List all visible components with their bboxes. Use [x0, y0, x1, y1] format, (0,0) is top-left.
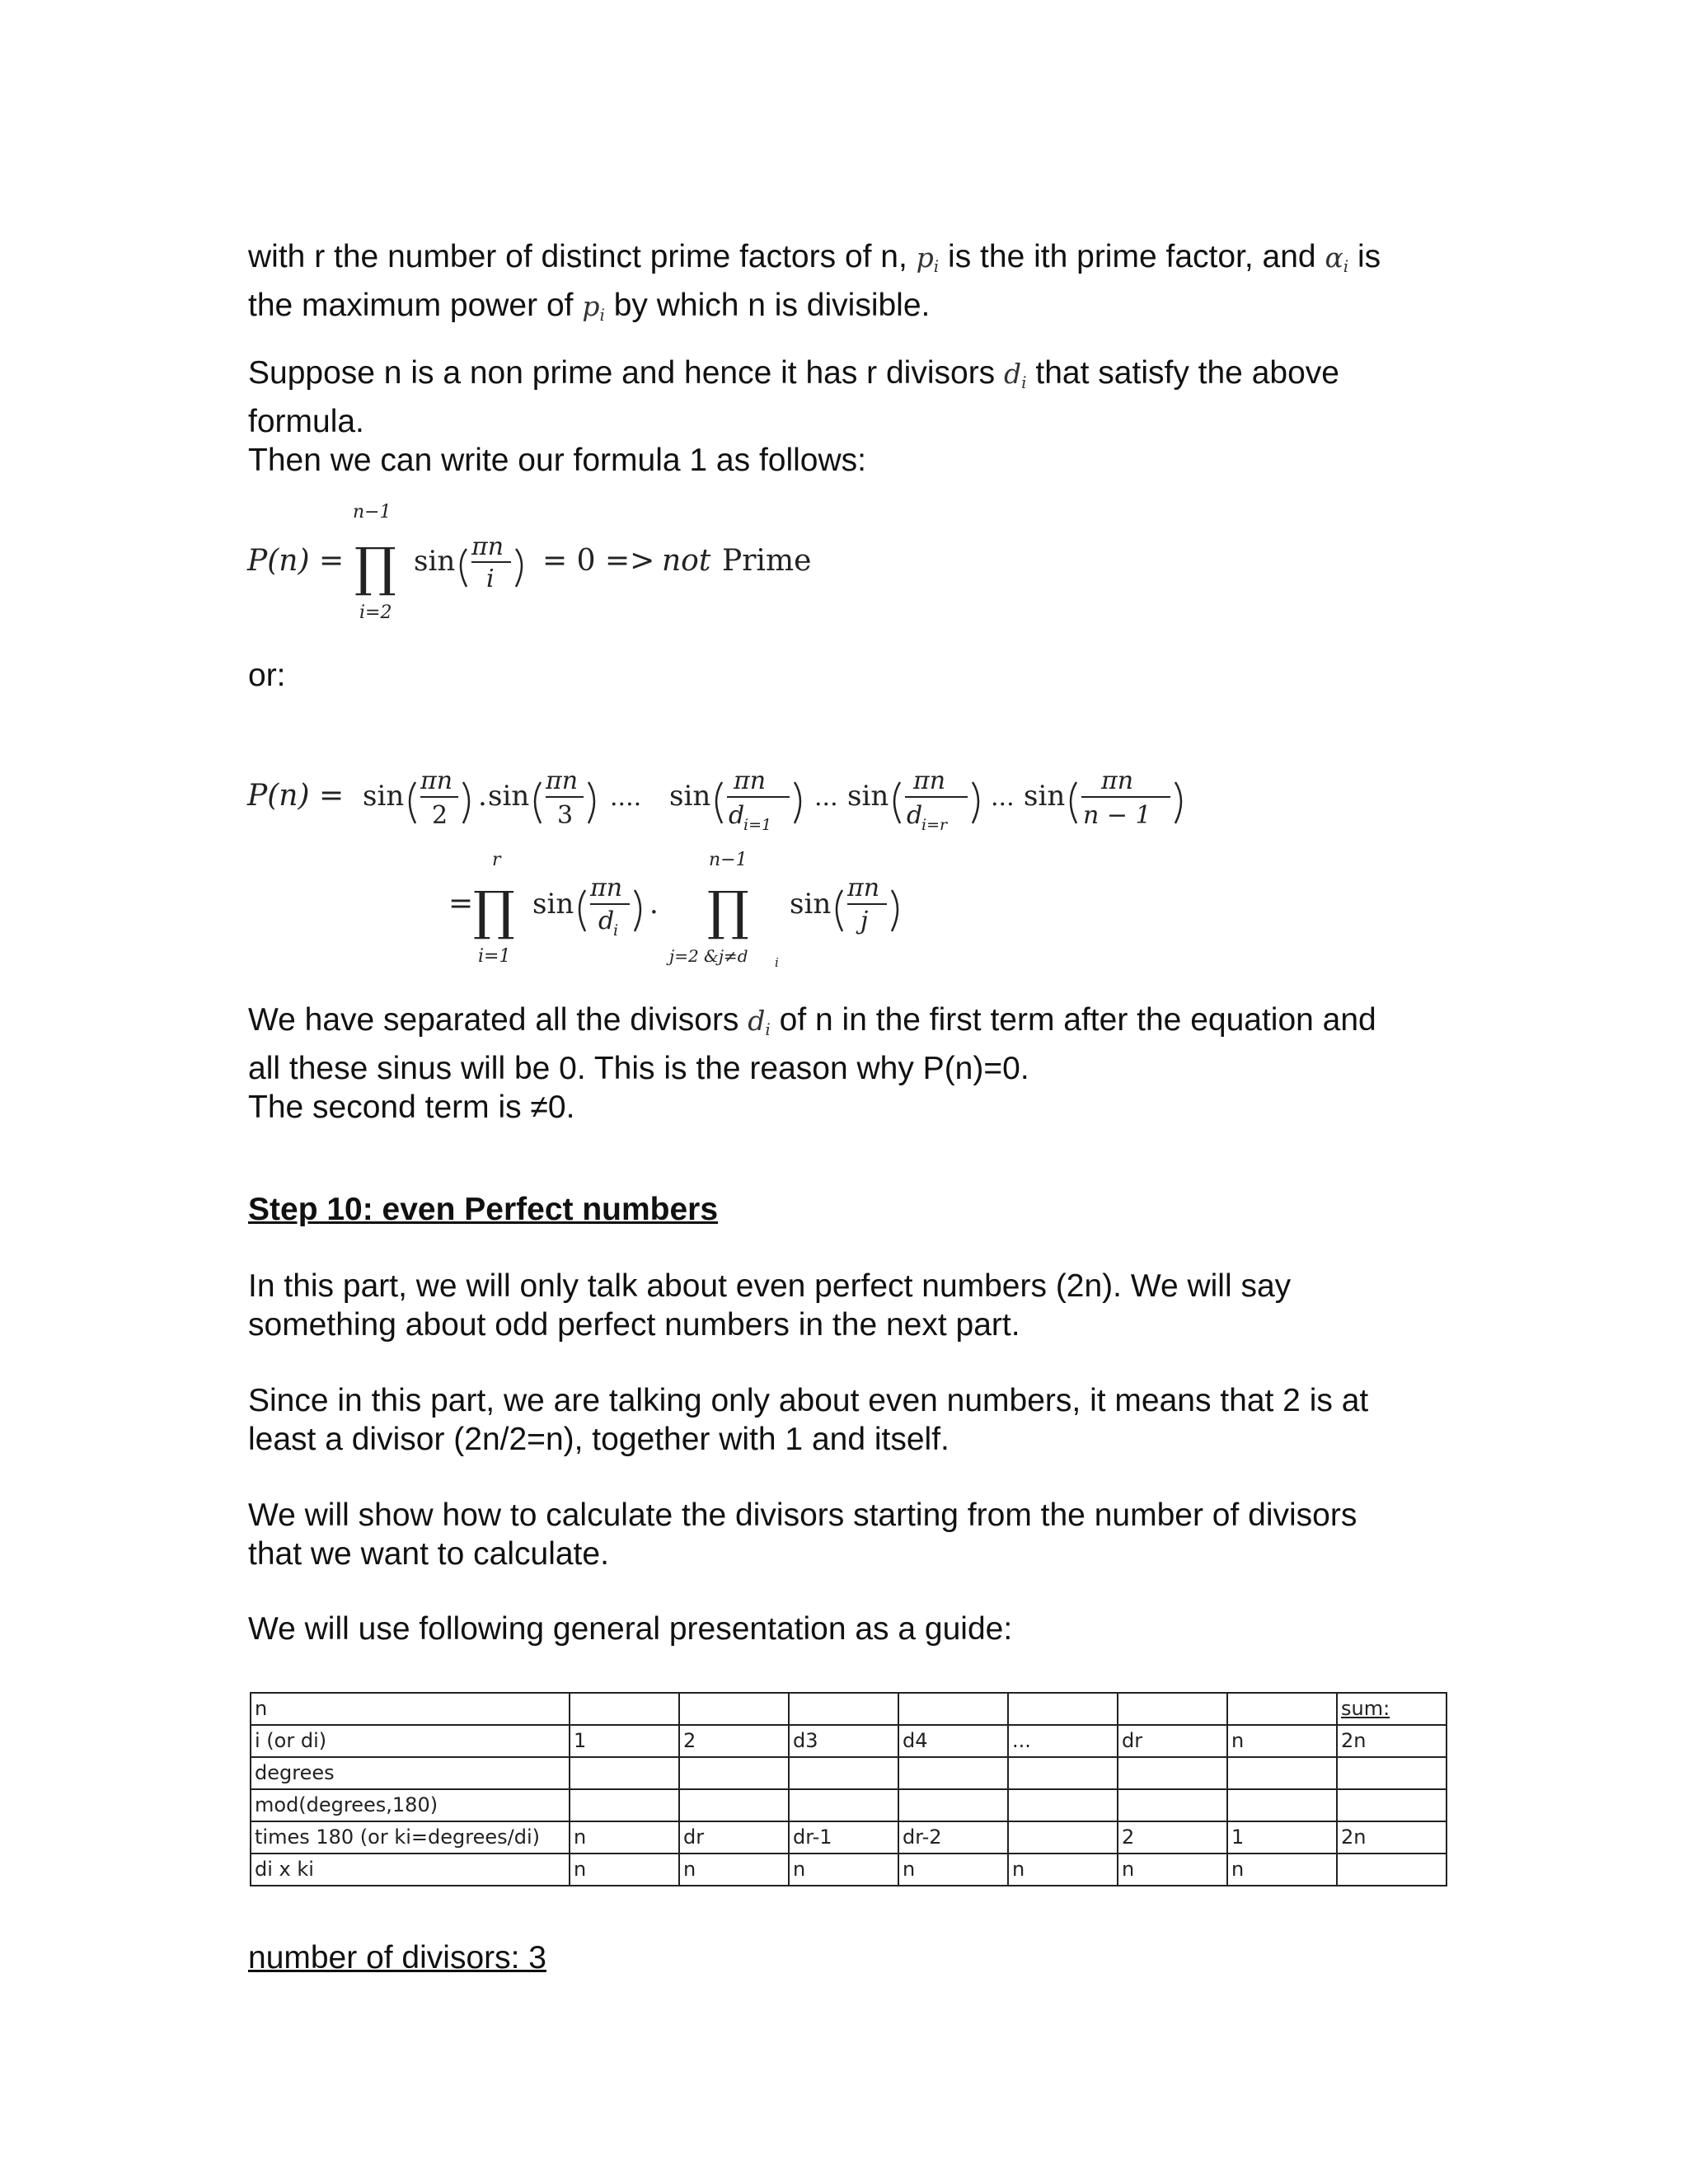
multiply-dot: . [478, 780, 487, 813]
table-cell [1008, 1821, 1118, 1854]
table-cell: n [898, 1854, 1008, 1886]
row-label-cell: mod(degrees,180) [251, 1789, 570, 1821]
formula-lhs: P(n) = [247, 544, 345, 578]
table-row [251, 1693, 1447, 1725]
table-cell [570, 1693, 679, 1725]
table-row [251, 1725, 1447, 1757]
table-row [251, 1789, 1447, 1821]
sin-function: sin [414, 545, 456, 578]
divisors-count-heading: number of divisors: 3 [248, 1940, 546, 1975]
table-cell: n [1227, 1725, 1337, 1757]
fraction-numerator: πn [913, 766, 946, 795]
sin-function: sin [363, 780, 405, 813]
sin-function: sin [1024, 780, 1066, 813]
product-lower-limit: j=2 &j≠d [669, 946, 748, 966]
intro-text: is [1357, 239, 1381, 274]
multiply-dot: . [649, 888, 659, 921]
ellipsis: .... [610, 783, 642, 812]
table-cell [789, 1789, 898, 1821]
table-cell [789, 1757, 898, 1789]
table-cell [1118, 1693, 1227, 1725]
subscript: i=r [921, 816, 948, 834]
left-paren [535, 782, 541, 823]
product-upper-limit: n−1 [353, 502, 392, 523]
table-cell [1008, 1789, 1118, 1821]
table-cell: d4 [898, 1725, 1008, 1757]
formula-rhs: = 0 => [542, 544, 655, 578]
table-cell [1118, 1789, 1227, 1821]
table-cell [1008, 1757, 1118, 1789]
separated-text: The second term is ≠0. [248, 1090, 575, 1125]
intro-text: with r the number of distinct prime factors of n, [248, 239, 907, 274]
formula-primality-product [239, 494, 898, 635]
fraction-numerator: πn [847, 874, 880, 902]
guide-paragraph: We will use following general presentation as a guide: [248, 1611, 1013, 1647]
product-upper-limit: r [492, 850, 501, 870]
right-paren [1175, 782, 1181, 823]
fraction-denominator: 3 [557, 801, 574, 830]
fraction-numerator: πn [590, 874, 623, 902]
row-label-cell: degrees [251, 1757, 570, 1789]
table-cell [789, 1693, 898, 1725]
fraction-denominator: i [486, 565, 495, 593]
table-cell: dr [679, 1821, 789, 1854]
table-cell [1337, 1789, 1447, 1821]
left-paren [410, 782, 415, 823]
left-paren [1071, 782, 1076, 823]
left-paren [461, 549, 467, 587]
table-cell [679, 1693, 789, 1725]
separated-text: of n in the first term after the equation and [779, 1002, 1376, 1038]
table-cell: n [1118, 1854, 1227, 1886]
intro-text: is the ith prime factor, and [948, 239, 1316, 274]
fraction-denominator: 2 [432, 801, 448, 830]
right-paren [463, 782, 469, 823]
product-lower-limit: i=1 [478, 946, 511, 967]
left-paren [579, 890, 585, 931]
table-cell: 1 [1227, 1821, 1337, 1854]
sin-function: sin [847, 780, 889, 813]
right-paren [795, 782, 800, 823]
since-part-paragraph: Since in this part, we are talking only about even numbers, it means that 2 is at least a divisor (2n/2=n), together with 1 and itself. [248, 1383, 1369, 1457]
suppose-text: formula. [248, 404, 364, 439]
intro-text: the maximum power of [248, 288, 574, 323]
suppose-text: Then we can write our formula 1 as follows: [248, 443, 866, 478]
table-cell: n [570, 1854, 679, 1886]
fraction-numerator: πn [471, 532, 504, 561]
formula-prime: Prime [722, 544, 812, 578]
table-cell: ... [1008, 1725, 1118, 1757]
formula-lhs: P(n) = [247, 779, 345, 813]
table-cell [1008, 1693, 1118, 1725]
table-cell: n [679, 1854, 789, 1886]
subscript: i [775, 955, 779, 970]
table-cell: 2n [1337, 1821, 1447, 1854]
table-cell [1227, 1757, 1337, 1789]
left-paren [837, 890, 842, 931]
separated-text: We have separated all the divisors [248, 1002, 739, 1038]
table-cell [1337, 1757, 1447, 1789]
formula-expanded-product [239, 754, 1311, 977]
table-cell: n [570, 1821, 679, 1854]
table-cell [679, 1757, 789, 1789]
right-paren [973, 782, 978, 823]
table-cell: 2 [679, 1725, 789, 1757]
fraction-numerator: πn [546, 766, 579, 795]
fraction-denominator: j [860, 907, 869, 935]
formula-not: not [662, 544, 711, 578]
product-symbol: ∏ [707, 881, 749, 942]
table-cell: 1 [570, 1725, 679, 1757]
fraction-numerator: πn [1101, 766, 1134, 795]
table-cell [570, 1789, 679, 1821]
separated-text: all these sinus will be 0. This is the reason why P(n)=0. [248, 1051, 1029, 1086]
table-row [251, 1757, 1447, 1789]
sin-function: sin [669, 780, 711, 813]
left-paren [894, 782, 900, 823]
product-upper-limit: n−1 [709, 850, 748, 870]
math-var-p: $p_i$ [916, 241, 940, 276]
math-var-alpha: $\alpha_i$ [1325, 241, 1349, 276]
product-symbol: ∏ [354, 537, 396, 598]
math-var-p: $p_i$ [582, 290, 605, 325]
table-cell: 2n [1337, 1725, 1447, 1757]
row-label-cell: n [251, 1693, 570, 1725]
table-cell: dr-2 [898, 1821, 1008, 1854]
table-cell: 2 [1118, 1821, 1227, 1854]
table-cell [1337, 1854, 1447, 1886]
ellipsis: ... [991, 783, 1015, 812]
intro-text: by which n is divisible. [613, 288, 931, 323]
show-part-paragraph: We will show how to calculate the divisors starting from the number of divisors that we want to calculate. [248, 1497, 1357, 1572]
fraction-numerator: πn [420, 766, 453, 795]
sin-function: sin [790, 888, 832, 921]
intro-paragraph [248, 237, 1468, 335]
table-cell: sum: [1337, 1693, 1447, 1725]
right-paren [892, 890, 898, 931]
table-cell [898, 1757, 1008, 1789]
math-var-d: $d_i$ [748, 1005, 771, 1039]
fraction-denominator: d [729, 801, 745, 830]
row-label-cell: i (or di) [251, 1725, 570, 1757]
table-cell [898, 1693, 1008, 1725]
table-cell: n [1227, 1854, 1337, 1886]
product-lower-limit: i=2 [359, 602, 392, 623]
table-cell [1227, 1693, 1337, 1725]
product-symbol: ∏ [473, 881, 515, 942]
separated-paragraph [248, 1001, 1468, 1127]
table-cell [1118, 1757, 1227, 1789]
sin-function: sin [488, 780, 530, 813]
table-cell [679, 1789, 789, 1821]
divisors-guide-table [250, 1692, 1447, 1886]
even-part-paragraph: In this part, we will only talk about even perfect numbers (2n). We will say something about odd perfect numbers in the next part. [248, 1268, 1292, 1343]
table-cell: n [1008, 1854, 1118, 1886]
fraction-denominator: d [598, 907, 615, 935]
table-cell: d3 [789, 1725, 898, 1757]
table-row [251, 1821, 1447, 1854]
table-cell: dr-1 [789, 1821, 898, 1854]
suppose-text: that satisfy the above [1035, 355, 1339, 391]
right-paren [516, 549, 522, 587]
suppose-paragraph [248, 354, 1468, 480]
step-heading: Step 10: even Perfect numbers [248, 1192, 719, 1227]
table-row [251, 1854, 1447, 1886]
row-label-cell: di x ki [251, 1854, 570, 1886]
subscript: i=1 [743, 816, 772, 834]
ellipsis: ... [814, 783, 838, 812]
subscript: i [613, 921, 619, 940]
table-cell: n [789, 1854, 898, 1886]
left-paren [716, 782, 722, 823]
table-cell [1227, 1789, 1337, 1821]
fraction-denominator: d [907, 801, 923, 830]
row-label-cell: times 180 (or ki=degrees/di) [251, 1821, 570, 1854]
math-var-d: $d_i$ [1004, 358, 1027, 392]
suppose-text: Suppose n is a non prime and hence it has r divisors [248, 355, 996, 391]
sin-function: sin [532, 888, 574, 921]
or-label: or: [248, 658, 286, 693]
fraction-denominator: n − 1 [1083, 801, 1151, 830]
table-cell: dr [1118, 1725, 1227, 1757]
table-cell [570, 1757, 679, 1789]
equals-sign: = [448, 887, 474, 921]
table-cell [898, 1789, 1008, 1821]
right-paren [635, 890, 640, 931]
right-paren [588, 782, 594, 823]
fraction-numerator: πn [734, 766, 767, 795]
